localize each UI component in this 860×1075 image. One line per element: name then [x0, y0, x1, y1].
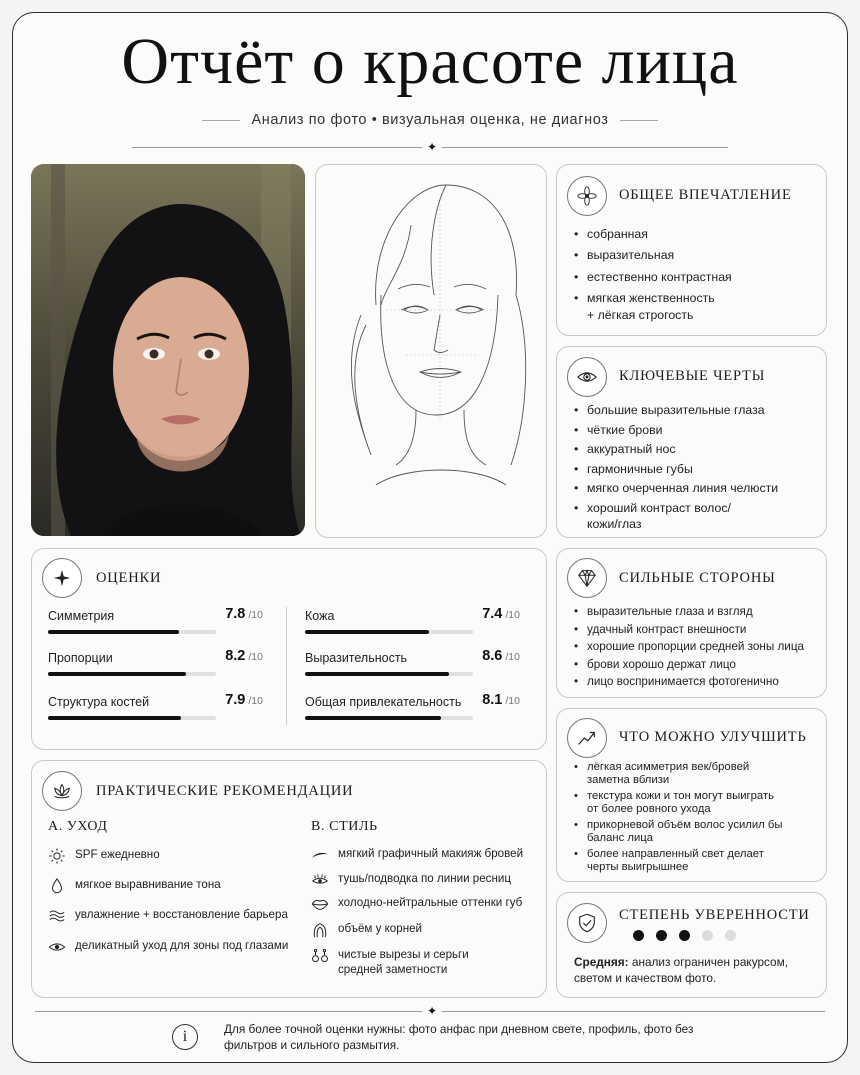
features-panel [556, 346, 827, 538]
recommendations-panel [31, 760, 547, 998]
impression-item-continued: + лёгкая строгость [587, 308, 694, 322]
list-item: • брови хорошо держат лицо [573, 657, 804, 673]
subtitle-line-left [202, 120, 240, 121]
list-item: • аккуратный нос [573, 442, 778, 458]
care-item-hydration: увлажнение + восстановление барьера [48, 907, 288, 925]
list-item: • текстура кожи и тон могут выиграть от более ровного ухода [573, 790, 783, 816]
improve-list [573, 761, 783, 874]
eye-icon [48, 938, 66, 956]
subtitle-line-right [620, 120, 658, 121]
score-value: 7.4 /10 [482, 606, 520, 622]
diamond-icon [567, 558, 607, 598]
page-subtitle: Анализ по фото • визуальная оценка, не диагноз [251, 112, 609, 128]
impression-list [573, 227, 732, 306]
list-item: • мягкая женственность [573, 291, 732, 307]
list-item: • хорошие пропорции средней зоны лица [573, 639, 804, 655]
care-item-eyes: деликатный уход для зоны под глазами [48, 938, 288, 956]
portrait-illustration [31, 164, 305, 536]
score-label: Симметрия [48, 609, 115, 623]
strengths-list [573, 604, 804, 690]
confidence-dot-filled [656, 930, 667, 941]
face-sketch-icon [316, 165, 548, 539]
scores-panel [31, 548, 547, 750]
confidence-text: Средняя: анализ ограничен ракурсом, светом и качеством фото. [574, 955, 788, 985]
divider-star-icon: ✦ [422, 141, 442, 153]
hair-icon [311, 921, 329, 939]
confidence-dot-filled [679, 930, 690, 941]
score-label: Выразительность [305, 651, 408, 665]
list-item: • более направленный свет делает черты выигрышнее [573, 848, 783, 874]
features-title: КЛЮЧЕВЫЕ ЧЕРТЫ [619, 368, 766, 384]
drop-icon [48, 877, 66, 895]
style-title: В. СТИЛЬ [311, 819, 378, 834]
list-item: • выразительная [573, 248, 732, 264]
list-item: • выразительные глаза и взгляд [573, 604, 804, 620]
list-item: • естественно контрастная [573, 270, 732, 286]
strengths-panel [556, 548, 827, 698]
score-label: Пропорции [48, 651, 113, 665]
score-bar [48, 716, 216, 720]
flower-icon [567, 176, 607, 216]
impression-panel [556, 164, 827, 336]
list-item: • мягко очерченная линия челюсти [573, 481, 778, 497]
style-item-brows: мягкий графичный макияж бровей [311, 846, 523, 864]
scores-divider [286, 607, 287, 725]
shield-check-icon [567, 903, 607, 943]
subtitle-row [0, 112, 860, 128]
score-bar [48, 672, 216, 676]
score-label: Кожа [305, 609, 335, 623]
face-sketch-panel [315, 164, 547, 538]
score-value: 8.2 /10 [225, 648, 263, 664]
score-bar [305, 630, 473, 634]
confidence-title: СТЕПЕНЬ УВЕРЕННОСТИ [619, 907, 810, 923]
score-label: Структура костей [48, 695, 150, 709]
improve-title: ЧТО МОЖНО УЛУЧШИТЬ [619, 729, 807, 745]
impression-title: ОБЩЕЕ ВПЕЧАТЛЕНИЕ [619, 187, 792, 203]
info-icon: i [172, 1024, 198, 1050]
score-bar [48, 630, 216, 634]
score-value: 7.8 /10 [225, 606, 263, 622]
list-item: • удачный контраст внешности [573, 622, 804, 638]
style-item-lips: холодно-нейтральные оттенки губ [311, 895, 522, 913]
score-bar [305, 672, 473, 676]
list-item: • лёгкая асимметрия век/бровей заметна вблизи [573, 761, 783, 787]
care-title: А. УХОД [48, 819, 108, 834]
list-item: • хороший контраст волос/ [573, 501, 778, 517]
confidence-dot-empty [725, 930, 736, 941]
list-item: • лицо воспринимается фотогенично [573, 674, 804, 690]
list-item: • собранная [573, 227, 732, 243]
strengths-title: СИЛЬНЫЕ СТОРОНЫ [619, 570, 776, 586]
sun-icon [48, 847, 66, 865]
score-value: 8.6 /10 [482, 648, 520, 664]
confidence-dot-filled [633, 930, 644, 941]
face-photo [31, 164, 305, 536]
scores-title: ОЦЕНКИ [96, 570, 162, 586]
sparkle-icon [42, 558, 82, 598]
care-item-tone: мягкое выравнивание тона [48, 877, 221, 895]
style-item-volume: объём у корней [311, 921, 422, 939]
recommendations-title: ПРАКТИЧЕСКИЕ РЕКОМЕНДАЦИИ [96, 783, 354, 799]
waves-icon [48, 907, 66, 925]
score-bar [305, 716, 473, 720]
lotus-icon [42, 771, 82, 811]
style-item-lashes: тушь/подводка по линии ресниц [311, 871, 511, 889]
style-item-earrings: чистые вырезы и серьги средней заметности [311, 947, 469, 977]
features-item-continued: кожи/глаз [587, 517, 642, 531]
earrings-icon [311, 947, 329, 965]
list-item: • чёткие брови [573, 423, 778, 439]
footer-star-icon: ✦ [422, 1005, 442, 1017]
page-title: Отчёт о красоте лица [121, 25, 739, 98]
list-item: • гармоничные губы [573, 462, 778, 478]
brow-icon [311, 846, 329, 864]
score-value: 8.1 /10 [482, 692, 520, 708]
score-label: Общая привлекательность [305, 695, 462, 709]
care-item-spf: SPF ежедневно [48, 847, 160, 865]
features-list [573, 403, 778, 516]
eye-icon [567, 357, 607, 397]
confidence-dots [633, 930, 748, 941]
score-value: 7.9 /10 [225, 692, 263, 708]
lash-icon [311, 871, 329, 889]
improve-panel [556, 708, 827, 882]
lips-icon [311, 895, 329, 913]
trend-up-icon [567, 718, 607, 758]
footer-text: Для более точной оценки нужны: фото анфас при дневном свете, профиль, фото без фильтров и сильного размытия. [224, 1022, 694, 1052]
list-item: • большие выразительные глаза [573, 403, 778, 419]
confidence-dot-empty [702, 930, 713, 941]
list-item: • прикорневой объём волос усилил бы баланс лица [573, 819, 783, 845]
